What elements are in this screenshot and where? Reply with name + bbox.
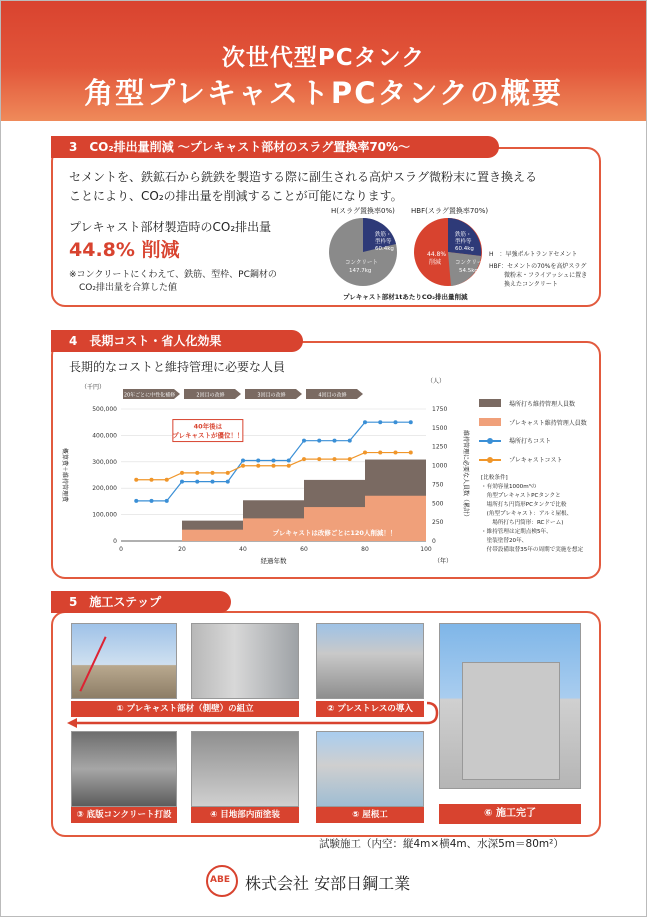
line-point bbox=[272, 464, 276, 468]
legend-marker-3 bbox=[487, 457, 493, 463]
line-point bbox=[378, 420, 382, 424]
line-point bbox=[256, 464, 260, 468]
y2-tick-label: 1000 bbox=[432, 462, 448, 470]
pie2-label-c: 44.8% bbox=[427, 251, 447, 258]
pie2-label-b: コンクリート bbox=[455, 260, 488, 266]
y2-tick-label: 1250 bbox=[432, 443, 448, 451]
y2-tick-label: 1500 bbox=[432, 424, 448, 432]
x-axis-label: 経過年数 bbox=[260, 557, 287, 565]
x-tick-label: 40 bbox=[239, 546, 247, 553]
line-point bbox=[134, 478, 138, 482]
bar-precast bbox=[182, 530, 243, 541]
photo-step4 bbox=[191, 731, 299, 807]
unit-left: （千円） bbox=[81, 384, 106, 391]
line-point bbox=[150, 478, 154, 482]
cost-chart bbox=[51, 379, 471, 579]
caption-step1: ① プレキャスト部材（側壁）の組立 bbox=[71, 701, 299, 717]
y2-tick-label: 0 bbox=[432, 538, 436, 545]
line-point bbox=[195, 480, 199, 484]
pie2-label-c2: 削減 bbox=[429, 259, 442, 266]
chart-subtitle: 長期的なコストと維持管理に必要な人員 bbox=[69, 360, 286, 374]
emission-note-line1: ※コンクリートにくわえて、鉄筋、型枠、PC鋼材の bbox=[69, 270, 277, 280]
line-point bbox=[409, 451, 413, 455]
line-point bbox=[180, 480, 184, 484]
cond-3: 場所打ち円筒形PCタンクで比較 bbox=[481, 502, 567, 508]
line-point bbox=[348, 457, 352, 461]
line-point bbox=[256, 458, 260, 462]
unit-right: （人） bbox=[427, 378, 446, 385]
pie-caption: プレキャスト部材1tあたりCO₂排出量削減 bbox=[343, 293, 468, 301]
line-point bbox=[226, 471, 230, 475]
line-point bbox=[134, 499, 138, 503]
header-banner bbox=[1, 1, 646, 121]
pie1-label-b2: 147.7kg bbox=[349, 268, 372, 274]
pie2 bbox=[414, 218, 488, 286]
pie2-title: HBF(スラグ置換率70%) bbox=[411, 207, 489, 215]
cond-8: 付帯設備取替35年の周期で実施を想定 bbox=[481, 547, 584, 553]
flow-arrow-head bbox=[67, 718, 77, 728]
x-tick-label: 80 bbox=[361, 546, 369, 553]
line-point bbox=[333, 439, 337, 443]
pie1 bbox=[329, 218, 397, 286]
x-tick-label: 100 bbox=[420, 546, 432, 553]
legend-marker-2 bbox=[487, 438, 493, 444]
section-3-title: 3 CO₂排出量削減 ～プレキャスト部材のスラグ置換率70%～ bbox=[51, 136, 499, 158]
y2-tick-label: 500 bbox=[432, 500, 444, 508]
y2-axis-label: 維持管理に必要な人員数（累計） bbox=[462, 429, 469, 521]
y-tick-label: 0 bbox=[113, 538, 117, 545]
line-point bbox=[394, 451, 398, 455]
crane-icon bbox=[79, 636, 106, 691]
section-5-title: 5 施工ステップ bbox=[51, 591, 231, 613]
cond-6: ・維持管理は定期点検5年、 bbox=[481, 529, 552, 535]
photo-step6 bbox=[439, 623, 581, 789]
line-point bbox=[302, 439, 306, 443]
y2-tick-label: 750 bbox=[432, 481, 444, 489]
line-point bbox=[348, 439, 352, 443]
legend-hbf-line3: 換えたコンクリート bbox=[504, 281, 558, 288]
pie2-label-a: 鉄筋・ bbox=[455, 232, 472, 238]
callout-2: プレキャストは改修ごとに120人削減！！ bbox=[272, 529, 397, 537]
line-point bbox=[165, 499, 169, 503]
section-3-body-line2: ことにより、CO₂の排出量を削減することが可能になります。 bbox=[69, 189, 403, 203]
y-tick-label: 400,000 bbox=[92, 432, 117, 440]
line-point bbox=[211, 480, 215, 484]
pie2-label-a2: 型枠等 bbox=[455, 239, 472, 245]
line-point bbox=[317, 457, 321, 461]
cond-4: (角型プレキャスト：アルミ屋根、 bbox=[481, 511, 573, 517]
logo-letters: ABE bbox=[210, 875, 230, 885]
caption-step4: ④ 目地部内面塗装 bbox=[191, 807, 299, 823]
legend-hbf-line1: HBF：セメントの70%を高炉スラグ bbox=[489, 263, 587, 270]
company-logo bbox=[206, 865, 238, 897]
phase-label: 4回目の改修 bbox=[318, 392, 347, 399]
section-4-title: 4 長期コスト・省人化効果 bbox=[51, 330, 303, 352]
test-construction-note: 試験施工（内空：縦4m×横4m、水深5m＝80m²） bbox=[319, 838, 564, 850]
photo-step3 bbox=[71, 731, 177, 807]
co2-pie-charts bbox=[323, 214, 493, 294]
pie1-label-b: コンクリート bbox=[345, 260, 378, 266]
phase-label: 20年ごとに中性化補修 bbox=[123, 392, 176, 399]
x-tick-label: 0 bbox=[119, 546, 123, 553]
phase-label: 3回目の改修 bbox=[257, 392, 286, 399]
line-point bbox=[363, 451, 367, 455]
emission-label: プレキャスト部材製造時のCO₂排出量 bbox=[69, 220, 272, 234]
line-point bbox=[272, 458, 276, 462]
legend-hbf-line2: 微粉末・フライアッシュに置き bbox=[504, 272, 588, 279]
photo-step2 bbox=[316, 623, 424, 699]
cond-0: [比較条件] bbox=[481, 475, 508, 481]
line-point bbox=[165, 478, 169, 482]
section-3-body-line1: セメントを、鉄鉱石から銑鉄を製造する際に副生される高炉スラグ微粉末に置き換える bbox=[69, 170, 538, 184]
line-point bbox=[226, 480, 230, 484]
pie2-label-a3: 60.4kg bbox=[455, 246, 474, 252]
y-tick-label: 300,000 bbox=[92, 458, 117, 466]
y-tick-label: 200,000 bbox=[92, 485, 117, 493]
company-name: 株式会社 安部日鋼工業 bbox=[245, 874, 411, 893]
pie1-label-a3: 60.4kg bbox=[375, 246, 394, 252]
legend-label-1: プレキャスト維持管理人員数 bbox=[509, 420, 587, 427]
cond-2: 角型プレキャストPCタンクと bbox=[481, 493, 561, 499]
x-tick-label: 20 bbox=[178, 546, 186, 553]
legend-label-0: 場所打ち維持管理人員数 bbox=[509, 401, 576, 408]
photo-step5 bbox=[316, 731, 424, 807]
legend-h: H ：早強ポルトランドセメント bbox=[489, 251, 578, 258]
pie2-label-b2: 54.5kg bbox=[459, 268, 478, 274]
legend-swatch-0 bbox=[479, 399, 501, 407]
photo-step1a bbox=[71, 623, 177, 699]
line-point bbox=[287, 458, 291, 462]
line-point bbox=[302, 457, 306, 461]
y2-tick-label: 1750 bbox=[432, 406, 448, 413]
line-point bbox=[409, 420, 413, 424]
callout-1-line1: 40年後は bbox=[193, 422, 223, 431]
header-title-line2: 角型プレキャストPCタンクの概要 bbox=[84, 76, 563, 110]
pie1-title: H(スラグ置換率0%) bbox=[331, 207, 395, 215]
y-tick-label: 100,000 bbox=[92, 511, 117, 519]
line-point bbox=[150, 499, 154, 503]
pie1-label-a2: 型枠等 bbox=[375, 239, 392, 245]
header-title-line1: 次世代型PCタンク bbox=[221, 45, 426, 71]
x-tick-label: 60 bbox=[300, 546, 308, 553]
reduction-value: 44.8% 削減 bbox=[69, 239, 180, 261]
phase-label: 2回目の改修 bbox=[196, 392, 225, 399]
legend-label-2: 場所打ちコスト bbox=[509, 438, 552, 445]
line-point bbox=[211, 471, 215, 475]
y-tick-label: 500,000 bbox=[92, 406, 117, 413]
line-point bbox=[195, 471, 199, 475]
flow-arrow bbox=[61, 699, 441, 731]
line-point bbox=[378, 451, 382, 455]
line-point bbox=[363, 420, 367, 424]
cond-1: ・有効容量1000m³の bbox=[481, 484, 537, 490]
line-point bbox=[394, 420, 398, 424]
cond-7: 塗装塗替20年、 bbox=[481, 538, 528, 544]
callout-1-line2: プレキャストが優位！！ bbox=[172, 431, 244, 440]
pie1-label-a: 鉄筋・ bbox=[375, 232, 392, 238]
y2-tick-label: 250 bbox=[432, 519, 444, 527]
line-point bbox=[241, 464, 245, 468]
cond-5: 場所打ち円筒形：RCドーム) bbox=[481, 520, 564, 526]
line-point bbox=[180, 471, 184, 475]
caption-step3: ③ 底版コンクリート打設 bbox=[71, 807, 177, 823]
flow-arrow-path bbox=[75, 703, 437, 723]
caption-step2: ② プレストレスの導入 bbox=[316, 701, 424, 717]
y-axis-label: 概算費＋維持管理費 bbox=[61, 447, 68, 503]
x-axis-unit: （年） bbox=[434, 558, 453, 565]
legend-label-3: プレキャストコスト bbox=[509, 457, 563, 464]
legend-swatch-1 bbox=[479, 418, 501, 426]
line-point bbox=[333, 457, 337, 461]
caption-step5: ⑤ 屋根工 bbox=[316, 807, 424, 823]
photo-step1b bbox=[191, 623, 299, 699]
emission-note-line2: CO₂排出量を合算した値 bbox=[79, 283, 177, 293]
line-point bbox=[241, 458, 245, 462]
caption-step6: ⑥ 施工完了 bbox=[439, 804, 581, 824]
line-point bbox=[317, 439, 321, 443]
tank-structure bbox=[462, 662, 560, 780]
line-point bbox=[287, 464, 291, 468]
